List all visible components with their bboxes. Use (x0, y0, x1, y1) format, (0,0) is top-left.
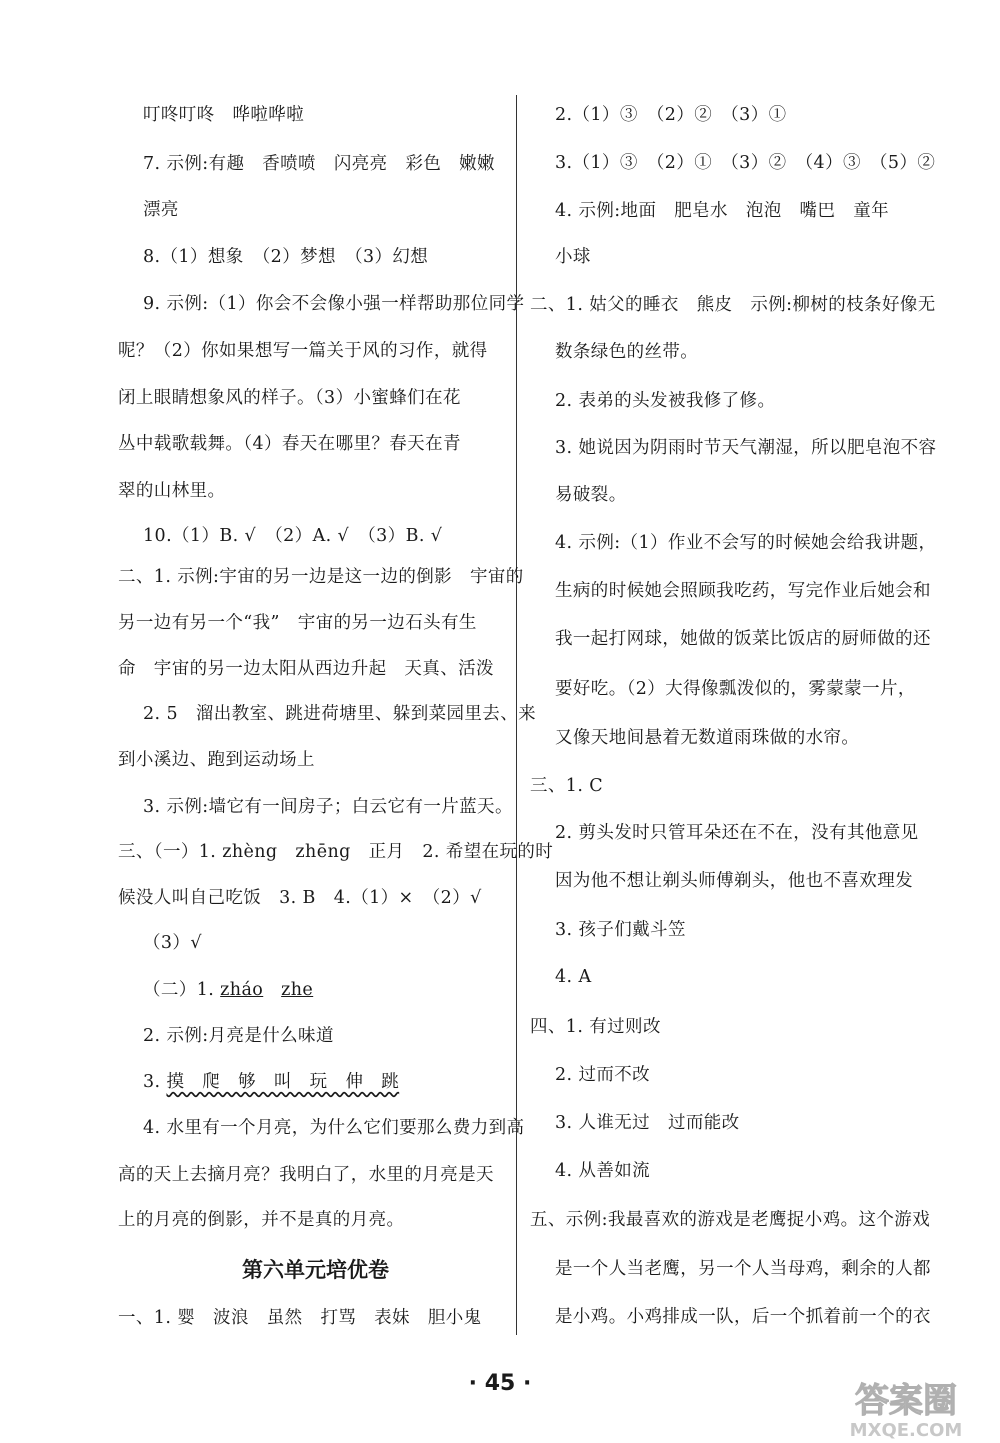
text-line: 一、1. 婴 波浪 虽然 打骂 表妹 胆小鬼 (118, 1308, 482, 1328)
text-line: 三、1. C (530, 776, 604, 796)
text-line: 3. 示例:墙它有一间房子；白云它有一片蓝天。 (143, 797, 513, 817)
text-line: 因为他不想让剃头师傅剃头，他也不喜欢理发 (555, 871, 913, 891)
text-line: 三、（一）1. zhèng zhēng 正月 2. 希望在玩的时 (118, 842, 554, 862)
text-line: 四、1. 有过则改 (530, 1017, 661, 1037)
text-line: 漂亮 (143, 200, 179, 220)
text-line: 到小溪边、跑到运动场上 (118, 750, 315, 770)
text-line: 3. 人谁无过 过而能改 (555, 1113, 740, 1133)
watermark-logo-text: 答案圈 (855, 1381, 957, 1421)
text-line: 呢？（2）你如果想写一篇关于风的习作，就得 (118, 341, 488, 361)
watermark-url: MXQE.COM (849, 1420, 963, 1440)
text-line: 7. 示例:有趣 香喷喷 闪亮亮 彩色 嫩嫩 (143, 154, 495, 174)
text-line: 二、1. 示例:宇宙的另一边是这一边的倒影 宇宙的 (118, 567, 524, 587)
text-line: 2.（1）③ （2）② （3）① (555, 105, 787, 125)
text-line: 2. 表弟的头发被我修了修。 (555, 391, 776, 411)
text-line: 要好吃。（2）大得像瓢泼似的，雾蒙蒙一片， (555, 679, 916, 699)
spacer (263, 980, 281, 1000)
watermark-logo (818, 1378, 994, 1440)
text-line (143, 1070, 399, 1094)
page-number: · 45 · (468, 1371, 532, 1396)
wavy-underlined-answer: 摸 爬 够 叫 玩 伸 跳 (166, 1072, 400, 1092)
text-line: 小球 (555, 247, 591, 267)
text-line: 高的天上去摘月亮？我明白了，水里的月亮是天 (118, 1165, 494, 1185)
text-line: 2. 过而不改 (555, 1065, 651, 1085)
text-line: 8.（1）想象 （2）梦想 （3）幻想 (143, 247, 429, 267)
text-line: 2. 5 溜出教室、跳进荷塘里、躲到菜园里去、来 (143, 704, 536, 724)
underlined-answer: zhe (281, 980, 314, 1000)
text-line: 生病的时候她会照顾我吃药，写完作业后她会和 (555, 581, 931, 601)
text-line: 是小鸡。小鸡排成一队，后一个抓着前一个的衣 (555, 1307, 931, 1327)
text-line: 4. 从善如流 (555, 1161, 651, 1181)
text-line: 叮咚叮咚 哗啦哗啦 (143, 105, 305, 125)
text-segment: 3. (143, 1072, 167, 1092)
text-line: 3. 她说因为阴雨时节天气潮湿，所以肥皂泡不容 (555, 438, 937, 458)
text-line: 候没人叫自己吃饭 3. B 4.（1）× （2）√ (118, 888, 482, 908)
text-line: 2. 剪头发时只管耳朵还在不在，没有其他意见 (555, 823, 919, 843)
text-line: 翠的山林里。 (118, 481, 226, 501)
text-line (143, 978, 313, 1002)
text-line: 3. 孩子们戴斗笠 (555, 920, 686, 940)
text-line: 闭上眼睛想象风的样子。（3）小蜜蜂们在花 (118, 388, 461, 408)
text-line: 五、示例:我最喜欢的游戏是老鹰捉小鸡。这个游戏 (530, 1210, 931, 1230)
text-line: 4. 示例:（1）作业不会写的时候她会给我讲题， (555, 533, 937, 553)
text-line: 9. 示例:（1）你会不会像小强一样帮助那位同学 (143, 294, 525, 314)
text-line: 又像天地间悬着无数道雨珠做的水帘。 (555, 728, 860, 748)
text-line: 命 宇宙的另一边太阳从西边升起 天真、活泼 (118, 659, 494, 679)
text-line: 4. 水里有一个月亮，为什么它们要那么费力到高 (143, 1118, 525, 1138)
text-line: 上的月亮的倒影，并不是真的月亮。 (118, 1210, 405, 1230)
text-line: 4. A (555, 967, 592, 987)
text-line: 二、1. 姑父的睡衣 熊皮 示例:柳树的枝条好像无 (530, 295, 936, 315)
text-line: 另一边有另一个“我” 宇宙的另一边石头有生 (118, 613, 477, 633)
underlined-answer: zháo (220, 980, 264, 1000)
text-segment: （二）1. (143, 980, 221, 1000)
text-line: 丛中载歌载舞。（4）春天在哪里？春天在青 (118, 434, 461, 454)
text-line: 我一起打网球，她做的饭菜比饭店的厨师做的还 (555, 629, 931, 649)
text-line: 4. 示例:地面 肥皂水 泡泡 嘴巴 童年 (555, 201, 890, 221)
text-line: 10.（1）B. √ （2）A. √ （3）B. √ (143, 526, 443, 546)
text-line: 是一个人当老鹰，另一个人当母鸡，剩余的人都 (555, 1259, 931, 1279)
text-line: 易破裂。 (555, 485, 627, 505)
text-line: 数条绿色的丝带。 (555, 342, 699, 362)
text-line: 2. 示例:月亮是什么味道 (143, 1026, 334, 1046)
text-line: （3）√ (143, 933, 202, 953)
section-title: 第六单元培优卷 (242, 1258, 389, 1282)
text-line: 3.（1）③ （2）① （3）② （4）③ （5）② (555, 153, 936, 173)
